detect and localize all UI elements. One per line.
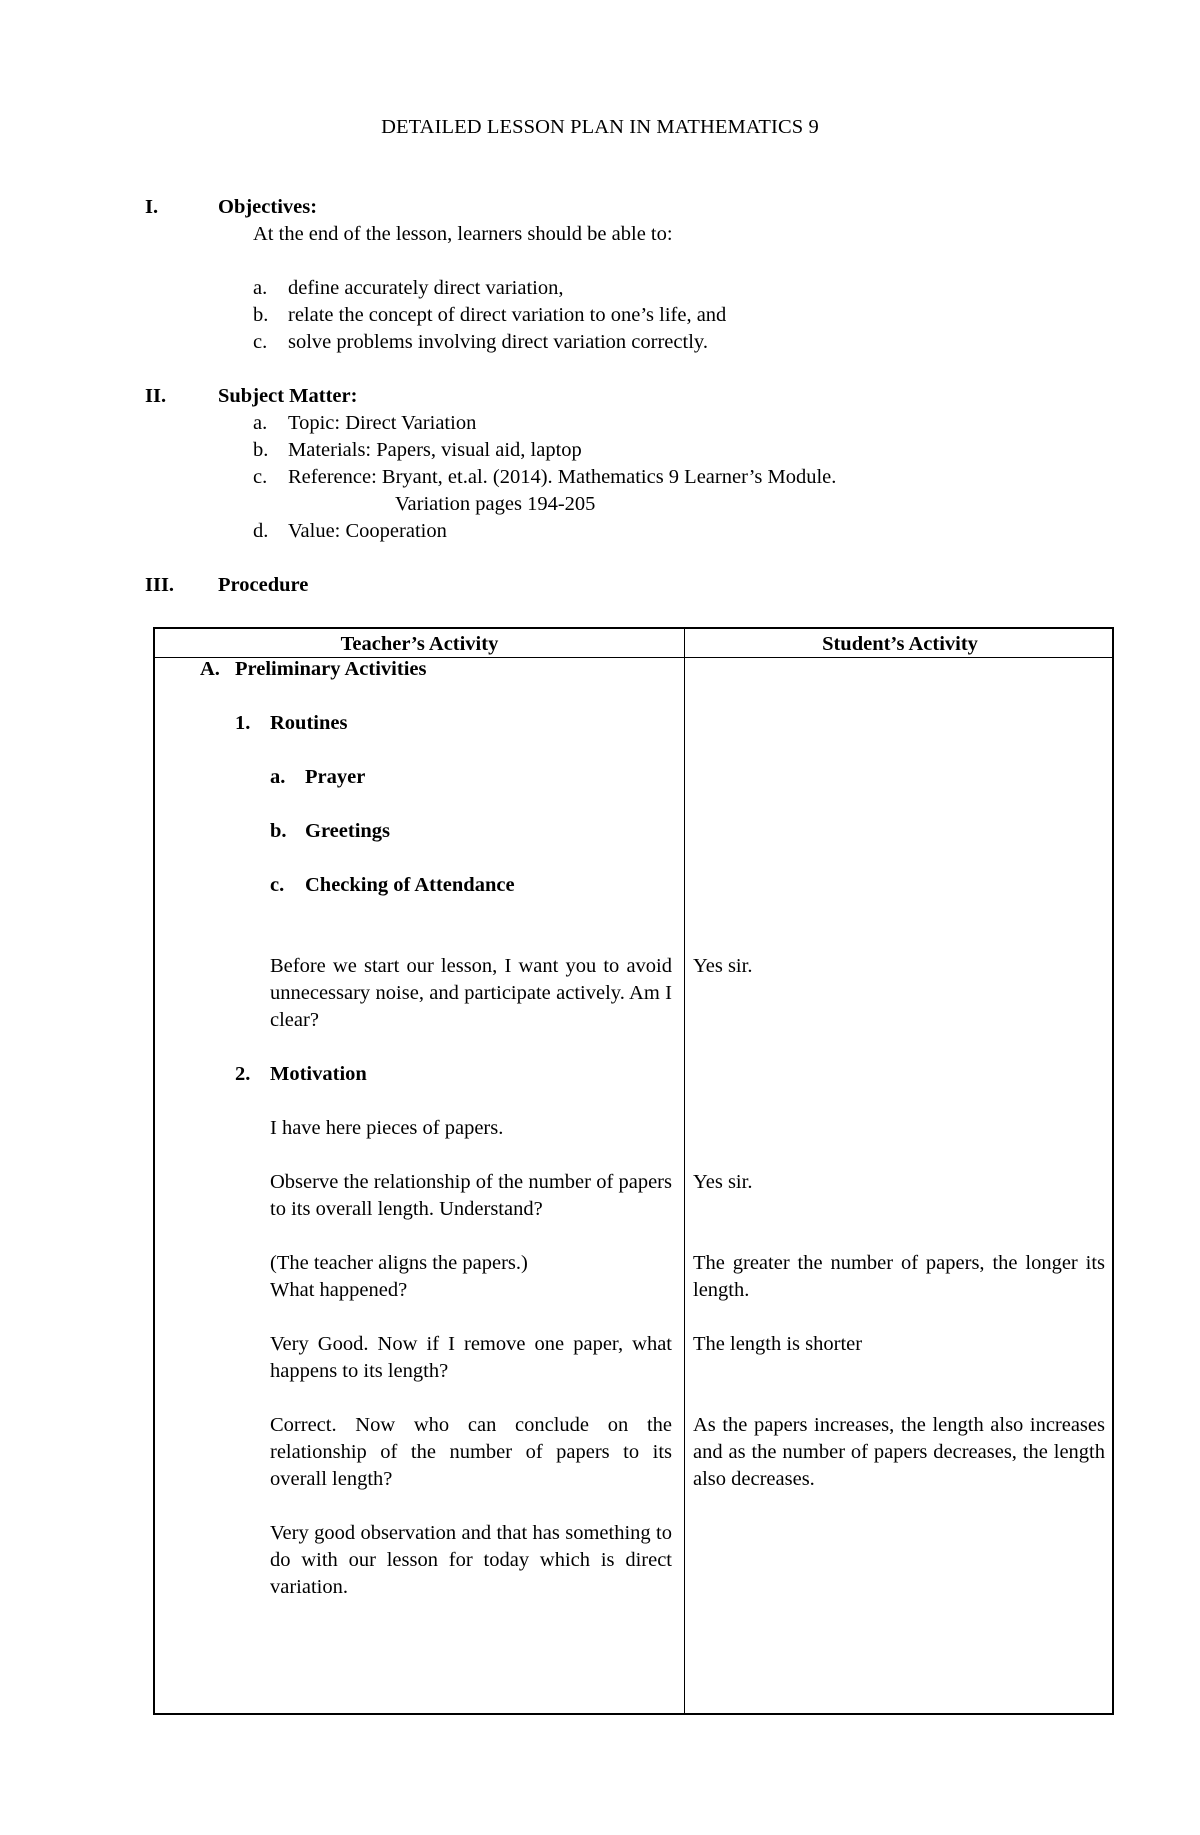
subject-label: a.	[253, 412, 268, 434]
student-activity-header: Student’s Activity	[822, 633, 978, 655]
routine-item-label: c.	[270, 874, 285, 896]
section-number-objectives: I.	[145, 196, 159, 218]
section-number-subject-matter: II.	[145, 385, 167, 407]
subject-item: Value: Cooperation	[288, 520, 447, 542]
student-response: Yes sir.	[693, 1171, 753, 1193]
subject-item-continued: Variation pages 194-205	[395, 493, 596, 515]
teacher-statement: Correct. Now who can conclude on the relationship of the number of papers to its overall length?	[270, 1414, 672, 1490]
routines-title: Routines	[270, 712, 348, 734]
subject-item: Topic: Direct Variation	[288, 412, 477, 434]
student-response: The greater the number of papers, the longer its length.	[693, 1252, 1105, 1301]
objectives-intro: At the end of the lesson, learners should be able to:	[253, 223, 673, 245]
motivation-label: 2.	[235, 1063, 251, 1085]
objective-item: define accurately direct variation,	[288, 277, 564, 299]
objective-item: relate the concept of direct variation to one’s life, and	[288, 304, 727, 326]
section-heading-objectives: Objectives:	[218, 196, 318, 218]
objective-label: c.	[253, 331, 268, 353]
teacher-statement: What happened?	[270, 1279, 408, 1301]
subject-label: d.	[253, 520, 269, 542]
teacher-statement: Observe the relationship of the number of papers to its overall length. Understand?	[270, 1171, 672, 1220]
subject-label: c.	[253, 466, 268, 488]
teacher-statement: (The teacher aligns the papers.)	[270, 1252, 528, 1274]
subject-item: Materials: Papers, visual aid, laptop	[288, 439, 582, 461]
objective-label: b.	[253, 304, 269, 326]
procedure-table	[153, 627, 1114, 1715]
routine-item-label: b.	[270, 820, 287, 842]
section-a-label: A.	[200, 658, 220, 680]
teacher-statement: I have here pieces of papers.	[270, 1117, 504, 1139]
section-heading-subject-matter: Subject Matter:	[218, 385, 358, 407]
routine-item-attendance: Checking of Attendance	[305, 874, 515, 896]
section-a-title: Preliminary Activities	[235, 658, 427, 680]
objective-label: a.	[253, 277, 268, 299]
student-response: As the papers increases, the length also increases and as the number of papers decreases, the length also decreases.	[693, 1414, 1105, 1490]
section-heading-procedure: Procedure	[218, 574, 309, 596]
objective-item: solve problems involving direct variation correctly.	[288, 331, 708, 353]
teacher-statement: Very good observation and that has something to do with our lesson for today which is direct variation.	[270, 1522, 672, 1598]
routine-item-greetings: Greetings	[305, 820, 391, 842]
student-response: Yes sir.	[693, 955, 753, 977]
teacher-activity-header: Teacher’s Activity	[340, 633, 499, 655]
routine-item-label: a.	[270, 766, 286, 788]
subject-item: Reference: Bryant, et.al. (2014). Mathematics 9 Learner’s Module.	[288, 466, 837, 488]
motivation-title: Motivation	[270, 1063, 367, 1085]
student-response: The length is shorter	[693, 1333, 863, 1355]
document-title: DETAILED LESSON PLAN IN MATHEMATICS 9	[381, 116, 819, 138]
subject-label: b.	[253, 439, 269, 461]
teacher-statement: Very Good. Now if I remove one paper, what happens to its length?	[270, 1333, 672, 1382]
section-number-procedure: III.	[145, 574, 175, 596]
teacher-statement: Before we start our lesson, I want you to avoid unnecessary noise, and participate actively. Am I clear?	[270, 955, 672, 1031]
column-divider	[684, 629, 685, 1713]
routine-item-prayer: Prayer	[305, 766, 366, 788]
routines-label: 1.	[235, 712, 251, 734]
